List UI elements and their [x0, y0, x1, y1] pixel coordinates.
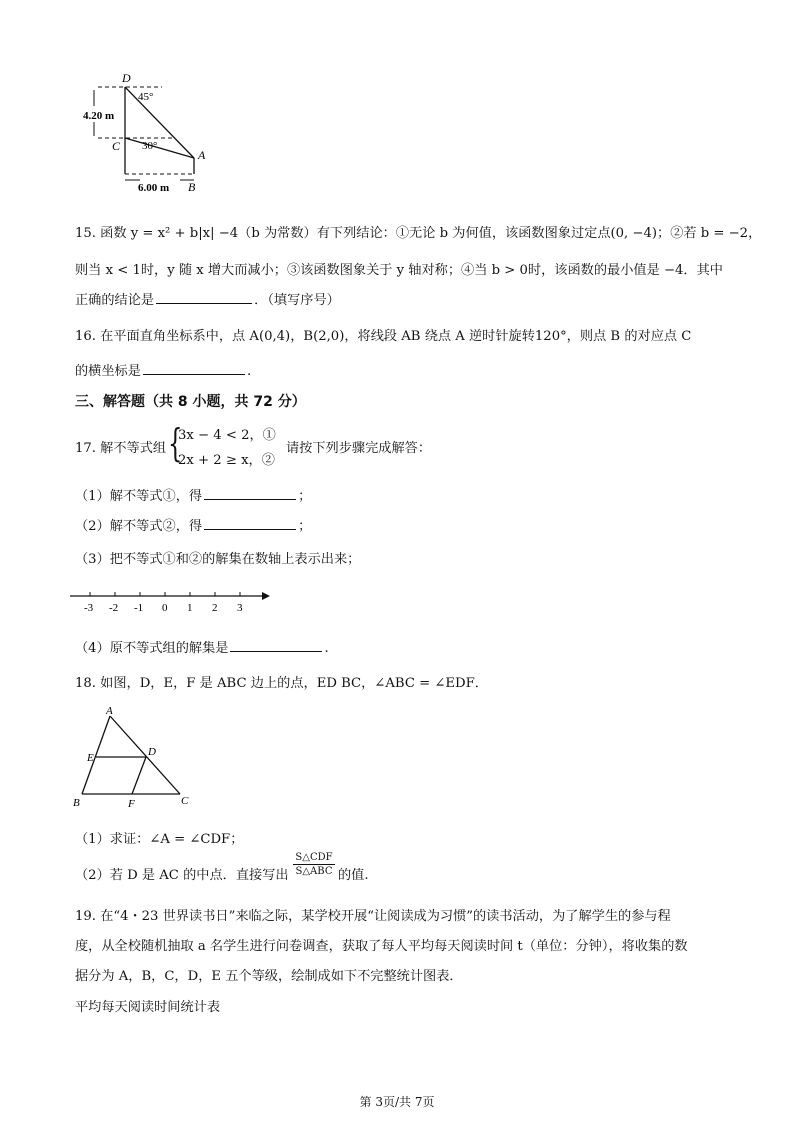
- axis-tick-label: 3: [237, 602, 243, 614]
- axis-tick-label: 2: [212, 602, 218, 614]
- q17-step4-blank[interactable]: [230, 639, 322, 652]
- q16-line2-suffix: .: [246, 364, 252, 379]
- tri-label-B: B: [73, 797, 80, 809]
- q18-part2-suffix: 的值.: [338, 868, 369, 883]
- axis-tick-label: 0: [162, 602, 168, 614]
- q17-step1-suffix: ；: [298, 489, 312, 504]
- q15-line3: [75, 289, 340, 308]
- slope-figure: [80, 70, 220, 200]
- axis-tick-label: -1: [134, 602, 144, 614]
- label-angle-45: 45°: [138, 91, 154, 103]
- label-A: A: [198, 148, 206, 162]
- axis-tick-label: -3: [84, 602, 94, 614]
- fraction-numerator: S△CDF: [295, 852, 333, 863]
- fraction-denominator: S△ABC: [295, 866, 333, 877]
- q15-line3-suffix: ．（填写序号）: [254, 293, 340, 308]
- q17-step4-text: （4）原不等式组的解集是: [75, 641, 229, 656]
- q18-line1: 18. 如图，D，E，F 是 ABC 边上的点，ED BC，∠ABC = ∠EDF．: [75, 676, 488, 691]
- q17-step2-suffix: ；: [298, 519, 312, 534]
- tri-label-C: C: [181, 795, 189, 807]
- q15-answer-blank[interactable]: [156, 291, 252, 304]
- page-number: 第 3页/共 7页: [359, 1095, 435, 1109]
- label-B: B: [188, 180, 196, 194]
- q18-fraction: [293, 852, 335, 877]
- q16-line1: 16. 在平面直角坐标系中，点 A(0,4)，B(2,0)，将线段 AB 绕点 A 逆时针旋转120°，则点 B 的对应点 C: [75, 329, 692, 344]
- q18-part2-text: （2）若 D 是 AC 的中点．直接写出: [75, 868, 289, 883]
- q18-part1: （1）求证：∠A = ∠CDF；: [75, 832, 244, 847]
- number-line: [70, 586, 280, 616]
- q17-step3: （3）把不等式①和②的解集在数轴上表示出来；: [75, 552, 361, 567]
- label-height: 4.20 m: [83, 110, 115, 122]
- q17-step2-text: （2）解不等式②，得: [75, 519, 203, 534]
- system-brace: {: [168, 421, 183, 465]
- triangle-figure: [70, 704, 200, 812]
- q15-line2: 则当 x < 1时，y 随 x 增大而减小；③该函数图象关于 y 轴对称；④当 b > 0时，该函数的最小值是 −4．其中: [75, 263, 723, 278]
- q16-answer-blank[interactable]: [143, 362, 245, 375]
- tri-label-E: E: [87, 752, 94, 764]
- q17-step4: [75, 637, 329, 656]
- label-angle-30: 30°: [142, 140, 158, 152]
- q19-line1: 19. 在“4・23 世界读书日”来临之际，某学校开展“让阅读成为习惯”的读书活动，为了解学生的参与程: [75, 909, 671, 924]
- q15-line3-text: 正确的结论是: [75, 293, 155, 308]
- q17-inequality-2: 2x + 2 ≥ x，②: [178, 453, 275, 468]
- fraction-bar: [293, 864, 335, 865]
- q17-step1-text: （1）解不等式①，得: [75, 489, 203, 504]
- q19-table-title: 平均每天阅读时间统计表: [75, 1000, 221, 1015]
- q17-step2-blank[interactable]: [204, 517, 296, 530]
- label-C: C: [112, 139, 121, 153]
- axis-tick-label: -2: [109, 602, 119, 614]
- label-D: D: [122, 71, 131, 85]
- q15-line1: 15. 函数 y = x² + b|x| −4（b 为常数）有下列结论：①无论 b 为何值，该函数图象过定点(0, −4)；②若 b = −2，: [75, 226, 762, 241]
- q17-step2: [75, 515, 311, 534]
- q17-prefix: 17. 解不等式组: [75, 441, 167, 456]
- q16-line2-text: 的横坐标是: [75, 364, 141, 379]
- q17-instruction: 请按下列步骤完成解答：: [286, 441, 432, 456]
- axis-tick-label: 1: [187, 602, 193, 614]
- q19-line2: 度，从全校随机抽取 a 名学生进行问卷调查，获取了每人平均每天阅读时间 t（单位：分钟），将收集的数: [75, 939, 688, 954]
- tri-label-A: A: [106, 705, 113, 717]
- q17-step4-suffix: .: [324, 641, 329, 656]
- q19-line3: 据分为 A，B，C，D，E 五个等级，绘制成如下不完整统计图表．: [75, 969, 463, 984]
- q17-step1: [75, 485, 311, 504]
- tri-label-F: F: [128, 798, 135, 810]
- label-width: 6.00 m: [138, 182, 170, 194]
- section-heading: 三、解答题（共 8 小题，共 72 分）: [75, 394, 306, 410]
- tri-label-D: D: [148, 746, 156, 758]
- q17-step1-blank[interactable]: [204, 487, 296, 500]
- q16-line2: [75, 360, 251, 379]
- q17-inequality-1: 3x − 4 < 2，①: [178, 428, 276, 443]
